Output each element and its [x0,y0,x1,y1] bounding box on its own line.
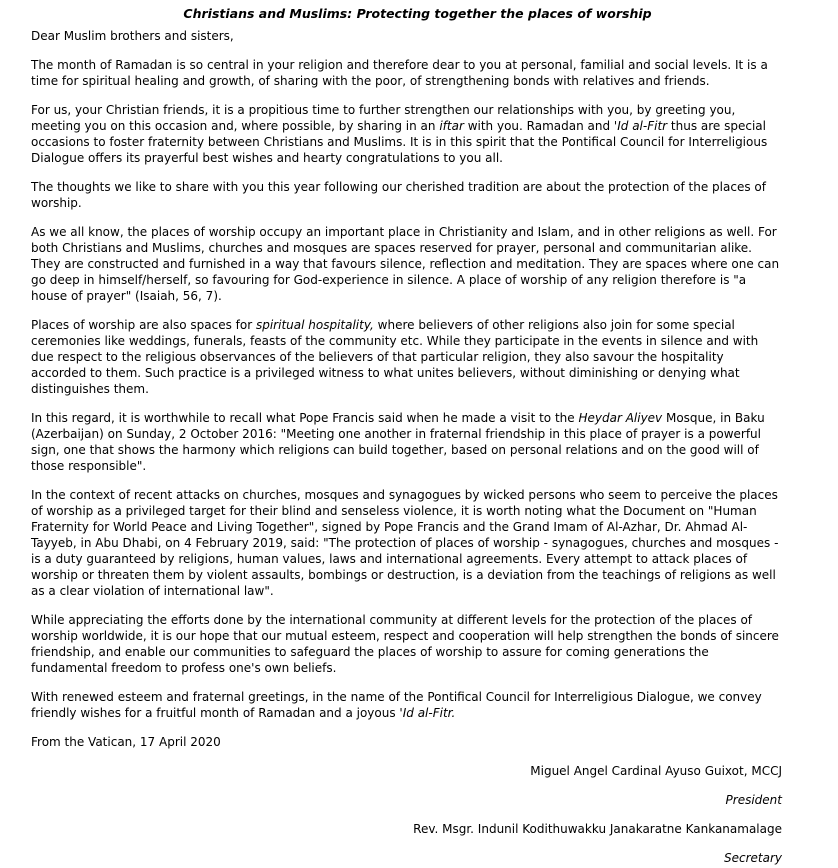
paragraph-5-spiritual-hospitality: spiritual hospitality, [255,318,374,332]
paragraph-2-text-e: thus are special occasions to foster fraternity between Christians and Muslims. It is in this spirit that the Pontifical Council for Interreligious Dialogue offers its prayerful best wishes and hearty congratulations to you all. [31,119,768,165]
paragraph-9 [31,689,782,721]
paragraph-2-text-c: with you. Ramadan and [463,119,614,133]
paragraph-9-text-a: With renewed esteem and fraternal greetings, in the name of the Pontifical Council for Interreligious Dialogue, we convey friendly wishes for a fruitful month of Ramadan and a joyous [31,690,762,720]
paragraph-6-heydar-aliyev: Heydar Aliyev [578,411,663,425]
signatory-2-role: Secretary [723,851,782,865]
paragraph-3: The thoughts we like to share with you this year following our cherished tradition are about the protection of the places of worship. [31,180,766,210]
paragraph-5-text-a: Places of worship are also spaces for [31,318,256,332]
paragraph-2 [31,102,782,166]
signatory-2-name: Rev. Msgr. Indunil Kodithuwakku Janakaratne Kankanamalage [413,822,782,836]
paragraph-5 [31,317,782,397]
signatory-1-role: President [725,793,782,807]
paragraph-4: As we all know, the places of worship occupy an important place in Christianity and Islam, and in other religions as well. For both Christians and Muslims, churches and mosques are spaces reserved for prayer, personal and communitarian alike. They are constructed and furnished in a way that favours silence, reflection and meditation. They are spaces where one can go deep in himself/herself, so favouring for God-experience in silence. A place of worship of any religion therefore is "a house of prayer" (Isaiah, 56, 7). [31,225,780,303]
paragraph-1: The month of Ramadan is so central in your religion and therefore dear to you at personal, familial and social levels. It is a time for spiritual healing and growth, of sharing with the poor, of strengthening bonds with relatives and friends. [31,58,768,88]
dateline: From the Vatican, 17 April 2020 [31,735,221,749]
paragraph-5-text-c: where believers of other religions also join for some special ceremonies like weddings, funerals, feasts of the community etc. While they participate in the events in silence and with due respect to the religious observances of the believers of that particular religion, they also savour the hospitality accorded to them. Such practice is a privileged witness to what unites believers, without diminishing or denying what distinguishes them. [31,318,759,396]
paragraph-2-id-al-fitr: 'Id al-Fitr [613,119,668,133]
paragraph-6 [31,410,782,474]
paragraph-9-id-al-fitr: 'Id al-Fitr. [399,706,456,720]
salutation: Dear Muslim brothers and sisters, [31,29,234,43]
paragraph-6-text-c: Mosque, in Baku (Azerbaijan) on Sunday, 2 October 2016: "Meeting one another in fraternal friendship in this place of prayer is a powerful sign, one that shows the harmony which religions can build together, based on personal relations and on the good will of those responsible". [31,411,765,473]
paragraph-6-text-a: In this regard, it is worthwhile to recall what Pope Francis said when he made a visit to the [31,411,579,425]
paragraph-2-text-a: For us, your Christian friends, it is a propitious time to further strengthen our relationships with you, by greeting you, meeting you on this occasion and, where possible, by sharing in an [31,103,736,133]
paragraph-7: In the context of recent attacks on churches, mosques and synagogues by wicked persons who seem to perceive the places of worship as a privileged target for their blind and senseless violence, it is worth noting what the Document on "Human Fraternity for World Peace and Living Together", signed by Pope Francis and the Grand Imam of Al-Azhar, Dr. Ahmad Al-Tayyeb, in Abu Dhabi, on 4 February 2019, said: "The protection of places of worship - synagogues, churches and mosques - is a duty guaranteed by religions, human values, laws and international agreements. Every attempt to attack places of worship or threaten them by violent assaults, bombings or destruction, is a deviation from the teachings of religions as well as a clear violation of international law". [31,488,779,598]
paragraph-2-iftar: iftar [439,119,464,133]
paragraph-8: While appreciating the efforts done by the international community at different levels for the protection of the places of worship worldwide, it is our hope that our mutual esteem, respect and cooperation will help strengthen the bonds of sincere friendship, and enable our communities to safeguard the places of worship to assure for coming generations the fundamental freedom to profess one's own beliefs. [31,613,779,675]
letter-title: Christians and Muslims: Protecting together the places of worship [183,6,652,21]
signatory-1-name: Miguel Angel Cardinal Ayuso Guixot, MCCJ [530,764,782,778]
